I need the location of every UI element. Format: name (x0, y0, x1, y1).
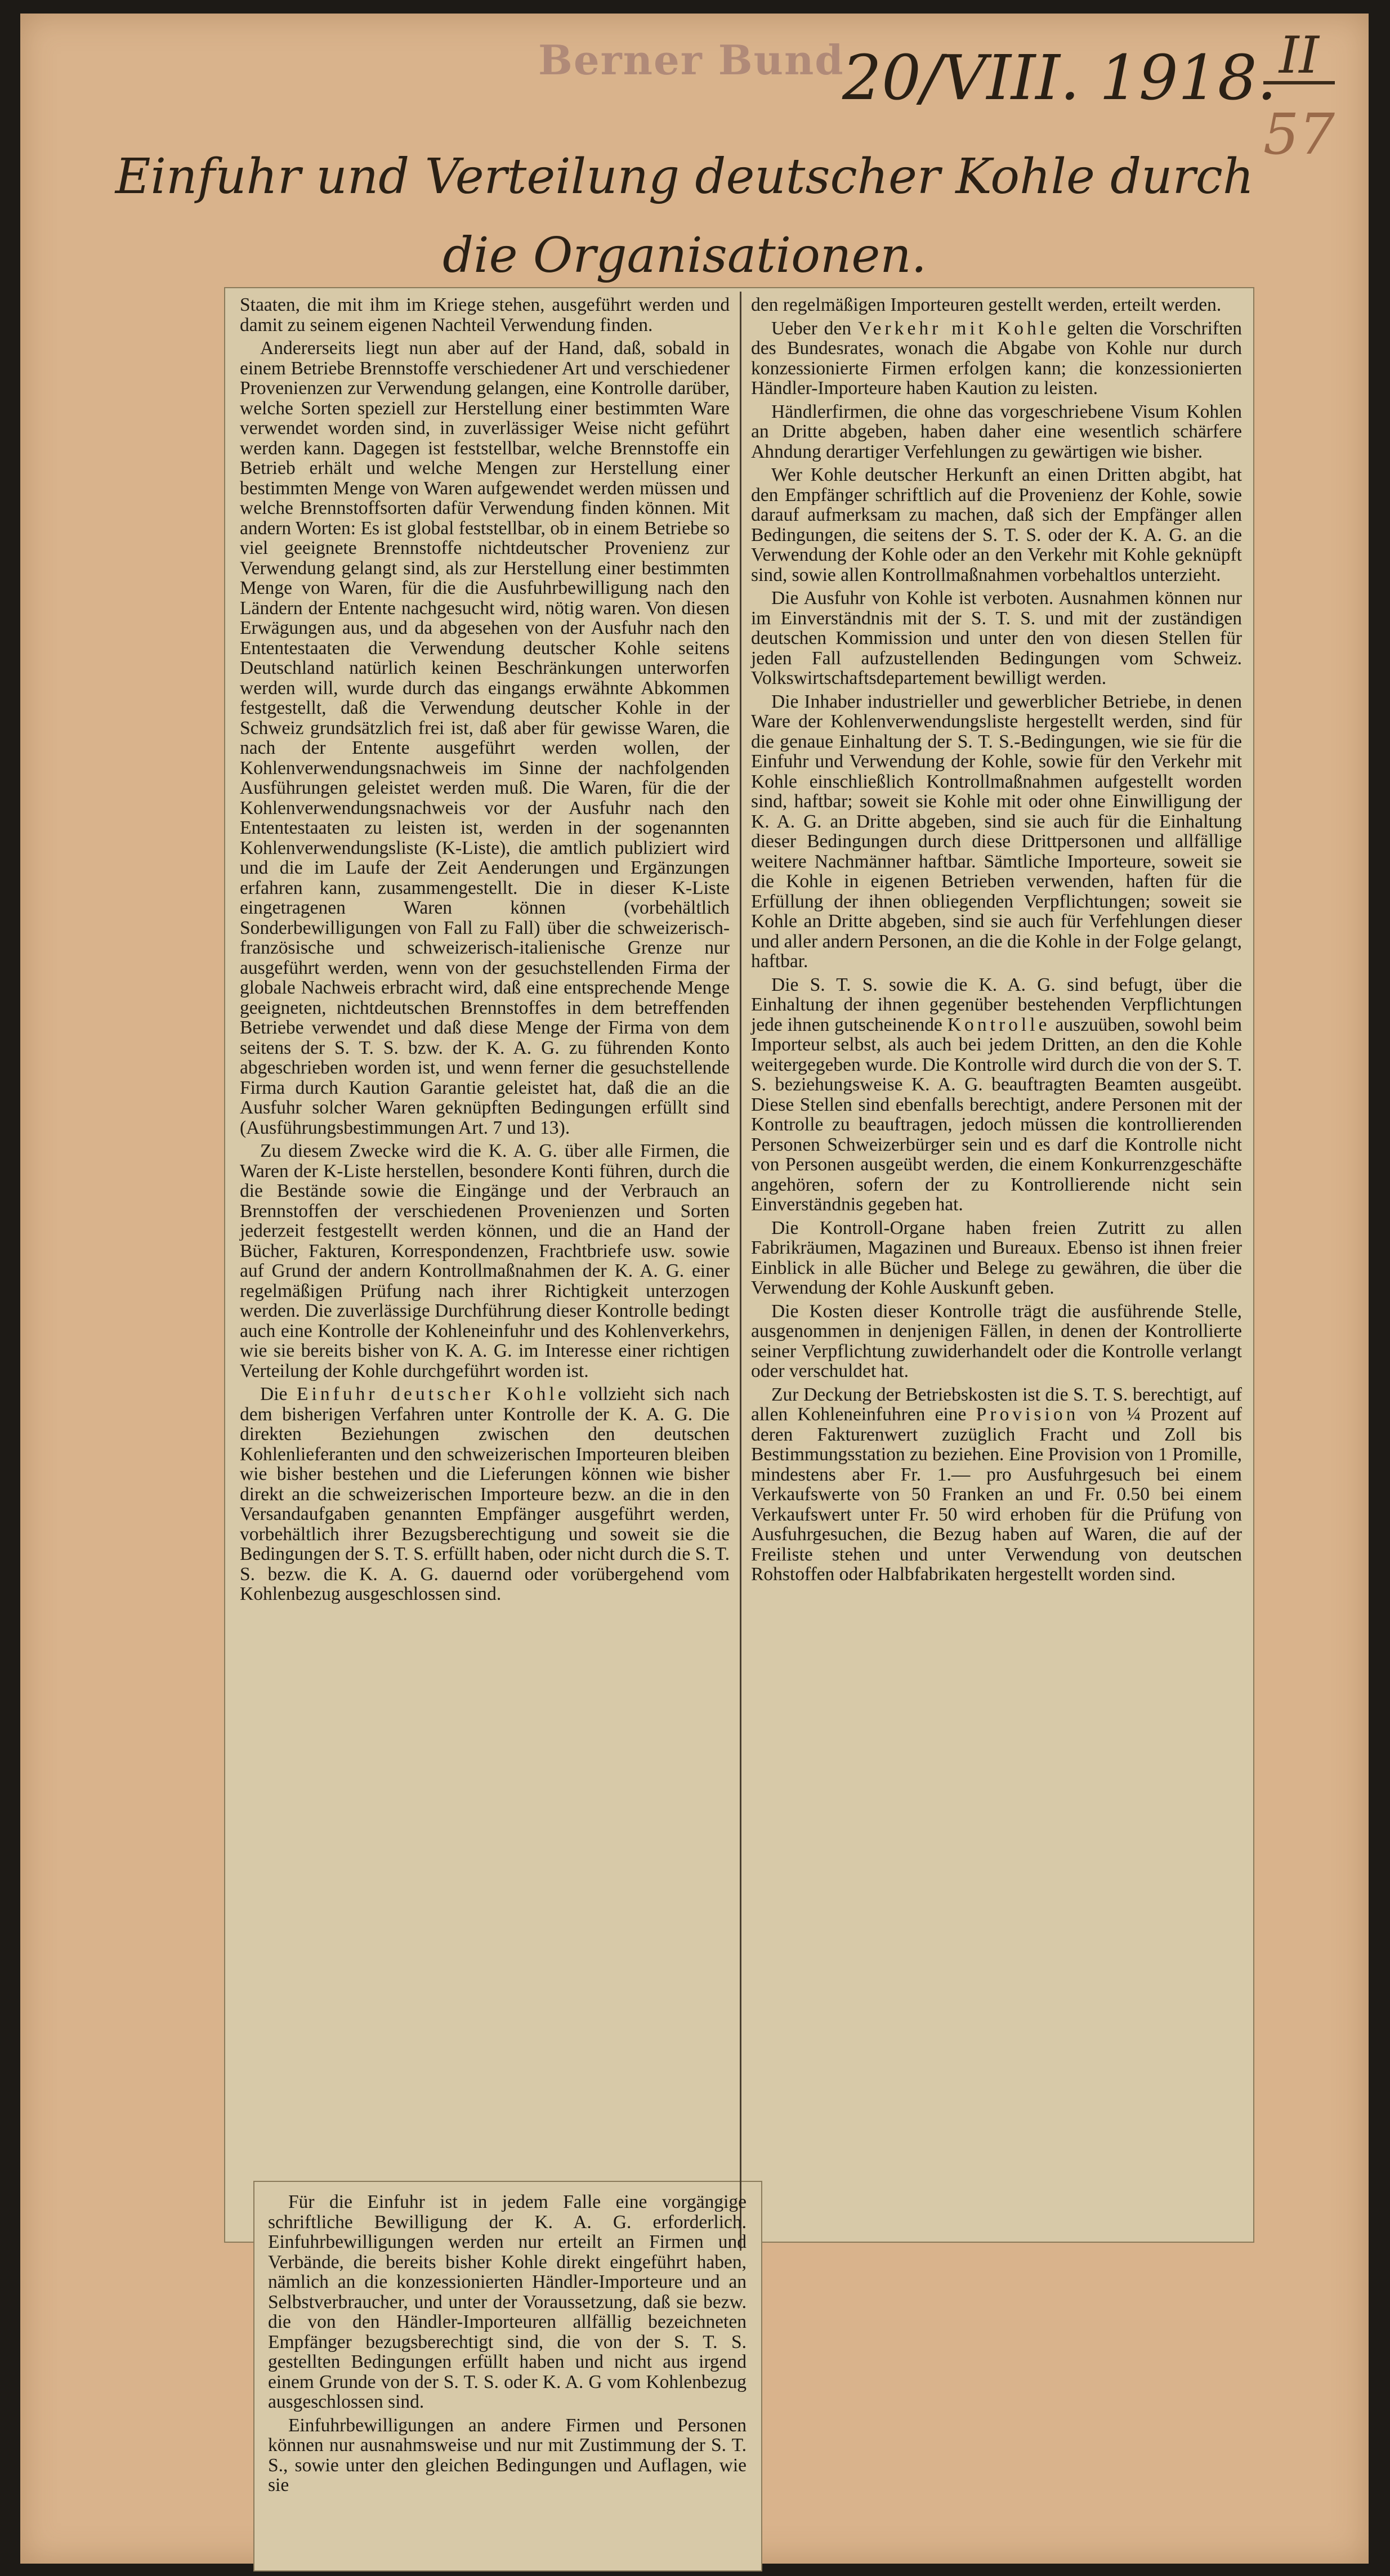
inline-lead: Ueber den (771, 317, 852, 339)
paragraph: Die Kosten dieser Kontrolle trägt die ausführende Stelle, ausgenommen in denjenigen Fällen, in denen der Kontrollierte seiner Verpflichtung zuwiderhandelt oder die Kontrolle verlangt oder verschuldet hat. (751, 1300, 1242, 1381)
paragraph: Einfuhrbewilligungen an andere Firmen und Personen können nur ausnahmsweise und nur mit Zustimmung der S. T. S., sowie unter den gleichen Bedingungen und Auflagen, wie sie (268, 2414, 747, 2496)
archive-sheet (20, 14, 1369, 2564)
inline-rest: auszuüben, sowohl beim Importeur selbst, als auch bei jedem Dritten, an den die Kohle weitergegeben wurde. Die Kontrolle wird durch die von der S. T. S. beziehungsweise K. A. G. beauftragten Beamten ausgeübt. Diese Stellen sind ebenfalls berechtigt, andere Personen mit der Kontrolle zu beauftragen, jedoch müssen die kontrollierenden Personen Schweizerbürger sein und es darf die Kontrolle nicht von Personen ausgeübt werden, die einem Konkurrenzgeschäfte angehören, sofern der zu Kontrollierende nicht sein Einverständnis gegeben hat. (751, 1014, 1242, 1215)
corner-page-number: 57 (1263, 101, 1335, 167)
inline-heading-kontrolle: Kontrolle (947, 1014, 1051, 1035)
inline-heading-einfuhr: Einfuhr deutscher Kohle (297, 1384, 570, 1405)
inline-heading-verkehr: Verkehr mit Kohle (858, 317, 1061, 339)
paragraph: Die Inhaber industrieller und gewerblicher Betriebe, in denen Ware der Kohlenverwendungsliste hergestellt werden, sind für die genaue Einhaltung der S. T. S.-Bedingungen, wie sie für die Einfuhr und Verwendung der Kohle, sowie für den Verkehr mit Kohle einschließlich Kontrollmaßnahmen aufgestellt worden sind, haftbar; soweit sie Kohle mit oder ohne Einwilligung der K. A. G. an Dritte abgeben, sind sie auch für die Einhaltung dieser Bedingungen durch diese Drittpersonen und allfällige weitere Nachmänner haftbar. Sämtliche Importeure, soweit sie die Kohle in eigenen Betrieben verwenden, haften für die Erfüllung der ihnen obliegenden Verpflichtungen; soweit sie Kohle an Dritte abgeben, sind sie auch für Verfehlungen dieser und aller andern Personen, an die die Kohle in der Folge gelangt, haftbar. (751, 691, 1242, 972)
inline-lead: Die (260, 1384, 288, 1405)
paragraph-provision (751, 1385, 1242, 1585)
paragraph: Die Kontroll-Organe haben freien Zutritt zu allen Fabrikräumen, Magazinen und Bureaux. Ebenso ist ihnen freier Einblick in alle Bücher und Belege zu gewähren, die über die Verwendung der Kohle Auskunft geben. (751, 1217, 1242, 1298)
paragraph-kontrolle (751, 975, 1242, 1215)
inline-lead: Die S. T. S. sowie die K. A. G. sind befugt, über die Einhaltung der ihnen gegenüber bestehenden Verpflichtungen jede ihnen gutscheinende (751, 974, 1242, 1035)
inline-lead: Zur Deckung der Betriebskosten ist die S. T. S. berechtigt, auf allen Kohleneinfuhren eine (751, 1384, 1242, 1425)
paragraph: den regelmäßigen Importeuren gestellt werden, erteilt werden. (751, 294, 1222, 315)
paragraph: Händlerfirmen, die ohne das vorgeschriebene Visum Kohlen an Dritte abgeben, haben daher eine wesentlich schärfere Ahndung derartiger Verfehlungen zu gewärtigen wie bisher. (751, 401, 1242, 462)
corner-roman-numeral: II (1263, 30, 1335, 84)
paragraph: Wer Kohle deutscher Herkunft an einen Dritten abgibt, hat den Empfänger schriftlich auf die Provenienz der Kohle, sowie darauf aufmerksam zu machen, daß sich der Empfänger allen Bedingungen, die seitens der S. T. S. oder der K. A. G. an die Verwendung der Kohle oder an den Verkehr mit Kohle geknüpft sind, sowie allen Kontrollmaßnahmen vorbehaltlos unterzieht. (751, 464, 1242, 585)
handwritten-date: 20/VIII. 1918. (842, 42, 1277, 114)
inline-rest: gelten die Vorschriften des Bundesrates, wonach die Abgabe von Kohle nur durch konzessionierte Firmen erfolgen kann; die konzessionierten Händler-Importeure haben Kaution zu leisten. (751, 317, 1242, 399)
paragraph-verkehr (751, 319, 1242, 399)
inline-rest: vollzieht sich nach dem bisherigen Verfahren unter Kontrolle der K. A. G. Die direkten Beziehungen zwischen den deutschen Kohlenlieferanten und den schweizerischen Importeuren bleiben wie bisher bestehen und die Lieferungen können wie bisher direkt an die schweizerischen Importeure bezw. an die in den Versandaufgaben genannten Empfänger ausgeführt werden, vorbehältlich ihrer Bezugsberechtigung und soweit sie die Bedingungen der S. T. S. erfüllt haben, oder nicht durch die S. T. S. bezw. die K. A. G. dauernd oder vorübergehend vom Kohlenbezug ausgeschlossen sind. (240, 1384, 730, 1604)
handwritten-title: Einfuhr und Verteilung deutscher Kohle durch die Organisationen. (115, 149, 1254, 284)
column-divider (740, 292, 741, 2251)
paragraph-einfuhr (240, 1384, 730, 1604)
newspaper-masthead: Berner Bund (538, 36, 844, 84)
paragraph: Für die Einfuhr ist in jedem Falle eine vorgängige schriftliche Bewilligung der K. A. G. erforderlich. Einfuhrbewilligungen werden nur erteilt an Firmen und Verbände, die bereits bisher Kohle direkt eingeführt haben, nämlich an die konzessionierten Händler-Importeure und an Selbstverbraucher, und unter der Voraussetzung, daß sie bezw. die von den Händler-Importeuren allfällig bezeichneten Empfänger bezugsberechtigt sind, die von der S. T. S. gestellten Bedingungen erfüllt haben und nicht aus irgend einem Grunde von der S. T. S. oder K. A. G vom Kohlenbezug ausgeschlossen sind. (268, 2192, 747, 2412)
paragraph: Andererseits liegt nun aber auf der Hand, daß, sobald in einem Betriebe Brennstoffe verschiedener Art und verschiedener Provenienzen zur Verwendung gelangen, eine Kontrolle darüber, welche Sorten speziell zur Herstellung einer bestimmten Ware verwendet worden sind, in zuverlässiger Weise nicht geführt werden kann. Dagegen ist feststellbar, welche Brennstoffe ein Betrieb erhält und welche Mengen zur Herstellung einer bestimmten Menge von Waren aufgewendet werden müssen und welche Brennstoffsorten dafür Verwendung finden können. Mit andern Worten: Es ist global feststellbar, ob in einem Betriebe so viel geeignete Brennstoffe nichtdeutscher Provenienz zur Verwendung gelangt sind, als zur Herstellung einer bestimmten Menge von Waren, für die die Ausfuhrbewilligung nach den Ländern der Entente nachgesucht wird, nötig waren. Von diesen Erwägungen aus, und da abgesehen von der Ausfuhr nach den Ententestaaten die Verwendung deutscher Kohle seitens Deutschland natürlich keinen Beschränkungen unterworfen werden will, wurde durch das eingangs erwähnte Abkommen festgestellt, daß die Verwendung deutscher Kohle in der Schweiz grundsätzlich frei ist, daß aber für gewisse Waren, die nach der Entente ausgeführt werden wollen, der Kohlenverwendungsnachweis im Sinne der nachfolgenden Ausführungen geleistet werden muß. Die Waren, für die der Kohlenverwendungsnachweis vor der Ausfuhr nach den Ententestaaten zu leisten ist, werden in der sogenannten Kohlenverwendungsliste (K-Liste), die amtlich publiziert wird und die im Laufe der Zeit Aenderungen und Ergänzungen erfahren kann, zusammengestellt. Die in dieser K-Liste eingetragenen Waren können (vorbehältlich Sonderbewilligungen von Fall zu Fall) über die schweizerisch-französische und schweizerisch-italienische Grenze nur ausgeführt werden, wenn von der gesuchstellenden Firma der globale Nachweis erbracht wird, daß eine entsprechende Menge geeigneten, nichtdeutschen Brennstoffes in dem betreffenden Betriebe verwendet und daß diese Menge der Firma von dem seitens der S. T. S. bzw. der K. A. G. zu führenden Konto abgeschrieben worden ist, und wenn ferner die gesuchstellende Firma durch Kaution Garantie geleistet hat, daß die an die Ausfuhr solcher Waren geknüpften Bedingungen erfüllt sind (Ausführungsbestimmungen Art. 7 und 13). (240, 338, 730, 1138)
paragraph: Die Ausfuhr von Kohle ist verboten. Ausnahmen können nur im Einverständnis mit der S. T. S. und mit der zuständigen deutschen Kommission und unter den von diesen Stellen für jeden Fall aufzustellenden Bedingungen vom Schweiz. Volkswirtschaftsdepartement bewilligt werden. (751, 588, 1242, 688)
paragraph: Zu diesem Zwecke wird die K. A. G. über alle Firmen, die Waren der K-Liste herstellen, besondere Konti führen, durch die die Bestände sowie die Eingänge und der Verbrauch an Brennstoffen der verschiedenen Provenienzen und Sorten jederzeit festgestellt werden können, und die an Hand der Bücher, Fakturen, Korrespondenzen, Frachtbriefe usw. sowie auf Grund der andern Kontrollmaßnahmen der K. A. G. einer regelmäßigen Prüfung nach ihrer Richtigkeit unterzogen werden. Die zuverlässige Durchführung dieser Kontrolle bedingt auch eine Kontrolle der Kohleneinfuhr und des Kohlenverkehrs, wie sie bereits bisher von K. A. G. im Interesse einer richtigen Verteilung der Kohle durchgeführt worden ist. (240, 1141, 730, 1381)
article-left-column (240, 295, 730, 1608)
paragraph: Staaten, die mit ihm im Kriege stehen, ausgeführt werden und damit zu seinem eigenen Nachteil Verwendung finden. (240, 294, 730, 336)
inline-heading-provision: Provision (976, 1404, 1079, 1425)
inline-rest: von ¼ Prozent auf deren Fakturenwert zuzüglich Fracht und Zoll bis Bestimmungsstation zu beziehen. Eine Provision von 1 Promille, mindestens aber Fr. 1.— pro Ausfuhrgesuch bei einem Verkaufswerte von 50 Franken an und Fr. 0.50 bei einem Verkaufswert unter Fr. 50 wird erhoben für die Prüfung von Ausfuhrgesuchen, die Bezug haben auf Waren, die auf der Freiliste stehen und unter Verwendung von deutschen Rohstoffen oder Halbfabrikaten hergestellt worden sind. (751, 1404, 1242, 1585)
article-lower-column (268, 2192, 747, 2499)
article-right-column (751, 295, 1242, 1588)
